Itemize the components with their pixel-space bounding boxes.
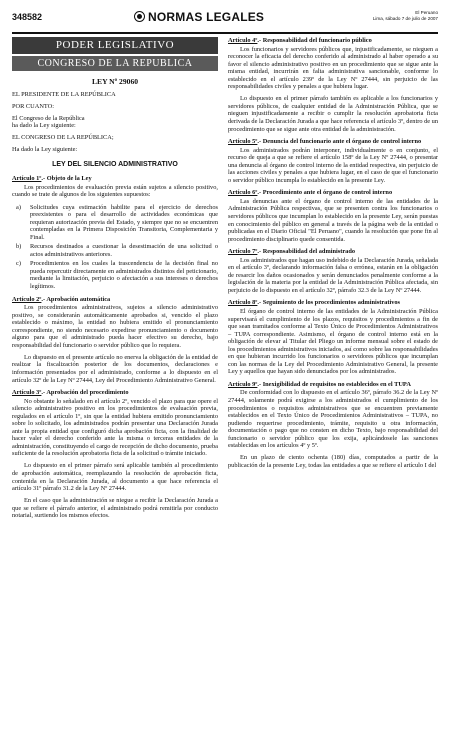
article-heading: [228, 299, 438, 307]
article-heading: [228, 138, 438, 146]
article-title: .- Responsabilidad del administrado: [257, 248, 356, 256]
article-heading: [228, 189, 438, 197]
article-paragraph: Las denuncias ante el órgano de control interno de las entidades de la Administración Pública respectivas, que se presenten contra los funcionarios o servidores públicos que incumplan lo establecido en la presente Ley, serán puestas en conocimiento del público en general a través de la página web de la entidad o publicadas en el Diario Oficial "El Peruano", cuando la resolución que pone fin al procedimiento disciplinario quede consentida.: [228, 197, 438, 243]
list-item: [12, 260, 218, 290]
article-number: Artículo 4º: [228, 37, 258, 44]
masthead-title: NORMAS LEGALES: [148, 10, 265, 24]
law-title: LEY DEL SILENCIO ADMINISTRATIVO: [52, 160, 178, 168]
article-number: Artículo 5º: [228, 138, 258, 146]
article-title: .- Responsabilidad del funcionario público: [257, 37, 372, 44]
article-paragraph: Los procedimientos de evaluación previa están sujetos a silencio positivo, cuando se trate de algunos de los siguientes supuestos:: [12, 183, 218, 199]
preamble-congreso-2: EL CONGRESO DE LA REPÚBLICA;: [12, 134, 114, 142]
article-paragraph: El órgano de control interno de las entidades de la Administración Pública supervisará el cumplimiento de los plazos, requisitos y procedimientos a fin de que sean tramitados conforme al Texto Único de Procedimientos Administrativos – TUPA correspondiente. Asimismo, el órgano de control interno está en la obligación de elevar al Titular del Pliego un informe mensual sobre el estado de los procedimientos administrativos iniciados, así como sobre las responsabilidades en que hubieran incurrido los funcionarios o servidores públicos que incumplan con las normas de la Ley del Procedimiento Administrativo General, la presente Ley y aquellos que hayan sido denunciados por los administrados.: [228, 308, 438, 376]
list-item: [12, 243, 218, 258]
article-paragraph: Los administrados podrán interponer, individualmente o en conjunto, el recurso de queja a que se refiere el artículo 158º de la Ley Nº 27444, o presentar una denuncia al órgano de control interno de la entidad respectiva, sin perjuicio de las acciones civiles y penales a que hubiera lugar, en el caso de que el funcionario o servidor público incumpla lo establecido en la presente Ley.: [228, 146, 438, 184]
article-title: .- Aprobación del procedimiento: [41, 389, 129, 397]
article-title: .- Procedimiento ante el órgano de control interno: [257, 189, 393, 197]
article-number: Artículo 1º: [12, 175, 42, 183]
list-item: [12, 204, 218, 242]
page-header: [12, 10, 438, 30]
article-number: Artículo 2º: [12, 295, 42, 303]
article-number: Artículo 3º: [12, 389, 42, 397]
publication-name: El Peruano: [415, 10, 438, 15]
section-band-congreso: CONGRESO DE LA REPUBLICA: [12, 56, 218, 71]
article-paragraph: Lo dispuesto en el presente artículo no enerva la obligación de la entidad de realizar la fiscalización posterior de los documentos, declaraciones e información presentados por el administrado, conforme a lo dispuesto en el artículo 32º de la Ley Nº 27444, Ley del Procedimiento Administrativo General.: [12, 353, 218, 384]
list-item-label: b): [16, 243, 22, 251]
article-paragraph: Lo dispuesto en el primer párrafo también es aplicable a los funcionarios y servidores públicos, de cualquier entidad de la Administración Pública, que se nieguen injustificadamente a recibir o cumplir la resolución aprobatoria ficta derivada de la Declaración Jurada a que hace referencia el artículo 3º, dentro de un procedimiento que se sigue ante otra entidad de la administración.: [228, 95, 438, 133]
article-paragraph: Los administrados que hagan uso indebido de la Declaración Jurada, señalada en el artículo 3º, declarando información falsa o errónea, estarán en la obligación de resarcir los daños ocasionados y serán denunciados penalmente conforme a la legislación de la materia por la entidad de la Administración Pública afectada, sin perjuicio de lo dispuesto en el artículo 32º, párrafo 32.3 de la Ley Nº 27444.: [228, 256, 438, 294]
article-title: .- Seguimiento de los procedimientos administrativos: [257, 299, 401, 307]
publication-date: Lima, sábado 7 de julio de 2007: [372, 15, 438, 21]
article-heading: [228, 248, 438, 256]
article-paragraph: En el caso que la administración se niegue a recibir la Declaración Jurada a que se refiere el párrafo anterior, el administrado podrá remitirla por conducto notarial, surtiendo los mismos efectos.: [12, 497, 218, 520]
article-list: [12, 204, 218, 291]
article-paragraph: Lo dispuesto en el primer párrafo será aplicable también al procedimiento de aprobación automática, reemplazando la resolución de aprobación ficta, contenida en la Declaración Jurada, al documento a que hace referencia el artículo 31º párrafo 31.2 de la Ley Nº 27444.: [12, 462, 218, 493]
list-item-label: c): [16, 260, 21, 268]
article-paragraph: No obstante lo señalado en el artículo 2º, vencido el plazo para que opere el silencio administrativo positivo en los procedimientos de evaluación previa, regulados en el artículo 1º, sin que la entidad hubiera emitido pronunciamiento sobre lo solicitado, los administrados podrán presentar una Declaración Jurada ante la propia entidad que configuró dicha aprobación ficta, con la finalidad de hacer valer el derecho conferido ante la misma o terceras entidades de la administración, constituyendo el cargo de recepción de dicho documento, prueba suficiente de la resolución aprobatoria ficta de la solicitud o trámite iniciado.: [12, 397, 218, 458]
article-heading: [12, 175, 218, 183]
page-number: 348582: [12, 12, 43, 22]
article-heading: [12, 296, 218, 304]
article-number: Artículo 6º: [228, 189, 258, 197]
article-heading: [12, 389, 218, 397]
article-number: Artículo 8º: [228, 299, 258, 307]
article-heading: [228, 381, 438, 389]
article-title: .- Denuncia del funcionario ante el órgano de control interno: [257, 138, 422, 146]
article-title: .- Inexigibilidad de requisitos no establecidos en el TUPA: [257, 380, 411, 388]
article-paragraph: Los funcionarios y servidores públicos que, injustificadamente, se nieguen a reconocer la eficacia del derecho conferido al administrado al haber operado a su favor el silencio administrativo positivo en un procedimiento que se sigue ante la misma entidad, incurrirán en falta administrativa sancionable, conforme lo establecido en el artículo 239º de la Ley Nº 27444, sin perjuicio de las responsabilidades civiles y penales a que hubiera lugar.: [228, 45, 438, 91]
list-item-text: Recursos destinados a cuestionar la desestimación de una solicitud o actos administrativos anteriores.: [30, 243, 218, 258]
list-item-text: Solicitudes cuya estimación habilite para el ejercicio de derechos preexistentes o para el desarrollo de actividades económicas que requieran autorización previa del Estado, y siempre que no se encuentren contempladas en la Primera Disposición Transitoria, Complementaria y Final.: [30, 203, 218, 241]
article-title: .- Aprobación automática: [41, 295, 111, 303]
preamble-president: EL PRESIDENTE DE LA REPÚBLICA: [12, 90, 116, 98]
header-right: [373, 10, 438, 21]
article-title: .- Objeto de la Ley: [41, 175, 92, 183]
seal-icon: [134, 11, 145, 22]
preamble-congreso: El Congreso de la República ha dado la Ley siguiente:: [12, 114, 85, 130]
right-column: [228, 37, 438, 474]
article-paragraph: De conformidad con lo dispuesto en el artículo 36º, párrafo 36.2 de la Ley Nº 27444, solamente podrá exigirse a los administrados el cumplimiento de los procedimientos o requisitos administrativos que se encuentren previamente establecidos en el Texto Único de Procedimientos Administrativos – TUPA, no pudiendo requerirse procedimiento, trámite, requisito u otra información, documentación o pago que no consten en dicho Texto, bajo responsabilidad del funcionario o servidor público que los exija, aplicándosele las sanciones establecidas en los artículos 4º y 5º.: [228, 389, 438, 450]
preamble-ha-dado: Ha dado la Ley siguiente:: [12, 146, 78, 154]
list-item-label: a): [16, 203, 21, 211]
section-band-legislativo: PODER LEGISLATIVO: [12, 37, 218, 54]
article-number: Artículo 7º: [228, 248, 258, 256]
header-rule: [12, 32, 438, 34]
article-heading: [228, 37, 438, 45]
preamble-por-cuanto: POR CUANTO:: [12, 102, 55, 110]
left-column: [12, 37, 218, 524]
article-number: Artículo 9º: [228, 380, 258, 388]
law-number: LEY Nº 29060: [91, 77, 139, 86]
list-item-text: Procedimientos en los cuales la trascendencia de la decisión final no pueda repercutir directamente en administrados distintos del peticionario, mediante la limitación, perjuicio o afectación a sus intereses o derechos legítimos.: [30, 260, 218, 290]
article-paragraph: En un plazo de ciento ochenta (180) días, computados a partir de la publicación de la presente Ley, todas las entidades a que se refiere el artículo I del: [228, 454, 438, 469]
article-paragraph: Los procedimientos administrativos, sujetos a silencio administrativo positivo, se considerarán automáticamente aprobados si, vencido el plazo establecido o máximo, la entidad no hubiera emitido el pronunciamiento correspondiente, no siendo necesario expedirse pronunciamiento o documento alguno para que el administrado pueda hacer efectivo su derecho, bajo responsabilidad del funcionario o servidor público que lo requiera.: [12, 304, 218, 349]
masthead: [134, 10, 264, 24]
